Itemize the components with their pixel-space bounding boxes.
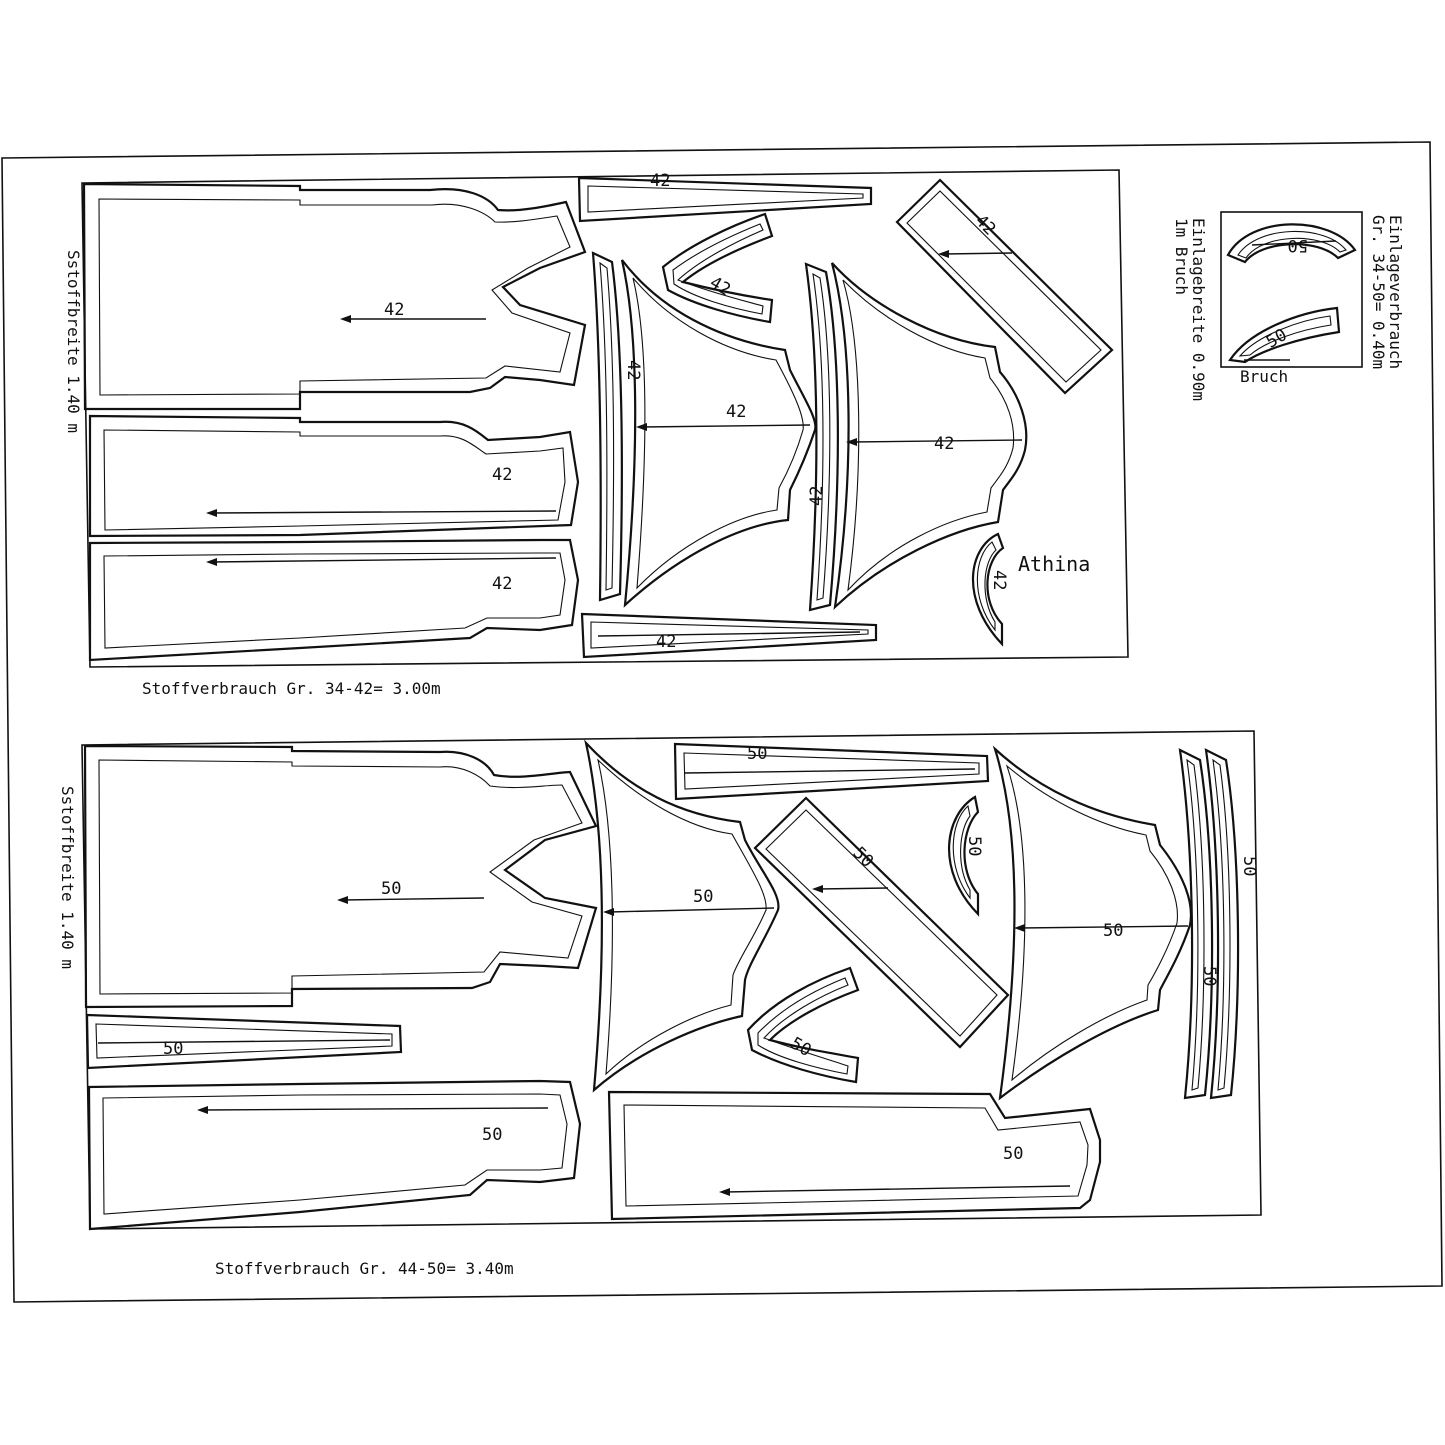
pattern-piece-front-42 — [84, 184, 585, 409]
pattern-piece-front-b-50 — [609, 1092, 1100, 1219]
sheet-frame — [2, 142, 1442, 1302]
piece-size-label: 42 — [492, 465, 513, 485]
piece-size-label: 42 — [656, 632, 677, 652]
piece-size-label: 50 — [1003, 1144, 1024, 1164]
piece-size-label: 42 — [650, 171, 671, 191]
pattern-piece-back-b-42 — [832, 263, 1026, 607]
pattern-piece-crescent-42 — [973, 534, 1009, 644]
fabric-width-label-top: Sstoffbreite 1.40 m — [64, 250, 83, 434]
pattern-piece-collar-50 — [748, 968, 858, 1082]
piece-size-label: 42 — [623, 360, 643, 381]
interfacing-fold-note: 1m Bruch — [1172, 218, 1191, 296]
interfacing-piece-top — [1228, 224, 1355, 262]
fabric-consumption-bottom: Stoffverbrauch Gr. 44-50= 3.40m — [215, 1259, 514, 1278]
pattern-piece-side-a-42 — [90, 416, 578, 536]
piece-size-label: 50 — [1199, 966, 1219, 987]
pattern-piece-side-b-42 — [90, 540, 578, 660]
piece-size-label: 50 — [747, 744, 768, 764]
fold-label: Bruch — [1240, 367, 1289, 386]
piece-size-label: 50 — [1103, 921, 1124, 941]
pattern-piece-band-a-50 — [1180, 750, 1219, 1098]
interfacing-piece-bottom — [1230, 308, 1339, 362]
interfacing-layout — [1172, 212, 1405, 401]
piece-size-label: 50 — [848, 843, 878, 872]
pattern-piece-front-50 — [85, 746, 596, 1007]
piece-size-label: 42 — [492, 574, 513, 594]
interfacing-title: Einlageverbrauch — [1386, 215, 1405, 370]
piece-size-label: 42 — [807, 485, 827, 506]
pattern-piece-back-a-42 — [622, 260, 815, 605]
interfacing-consumption: Gr. 34-50= 0.40m — [1369, 215, 1388, 370]
piece-size-label: 42 — [384, 300, 405, 320]
layout-top — [64, 170, 1128, 698]
pattern-piece-back-b-50 — [995, 749, 1191, 1098]
pattern-piece-strip-bottom-42 — [582, 614, 876, 657]
pattern-piece-diagonal-42 — [897, 180, 1112, 393]
pattern-piece-strip-left-50 — [87, 1015, 401, 1068]
piece-size-label: 50 — [381, 879, 402, 899]
pattern-name-label: Athina — [1018, 552, 1091, 576]
interfacing-size-label: 50 — [1287, 235, 1308, 255]
fabric-consumption-top: Stoffverbrauch Gr. 34-42= 3.00m — [142, 679, 441, 698]
pattern-piece-band-b-50 — [1206, 750, 1259, 1098]
interfacing-width: Einlagebreite 0.90m — [1189, 218, 1208, 402]
layout-bottom — [58, 731, 1261, 1278]
piece-size-label: 42 — [970, 210, 1000, 240]
piece-size-label: 42 — [726, 402, 747, 422]
piece-size-label: 50 — [964, 836, 984, 857]
interfacing-size-label: 50 — [1262, 324, 1291, 353]
piece-size-label: 42 — [934, 434, 955, 454]
pattern-piece-strip-top-42 — [579, 171, 871, 221]
piece-size-label: 50 — [482, 1125, 503, 1145]
pattern-piece-band-b-42 — [806, 264, 838, 610]
pattern-piece-strip-top-50 — [675, 744, 988, 799]
pattern-piece-collar-42 — [663, 214, 772, 322]
piece-size-label: 42 — [706, 272, 734, 301]
piece-size-label: 50 — [786, 1033, 815, 1062]
piece-size-label: 50 — [693, 887, 714, 907]
piece-size-label: 50 — [1239, 856, 1259, 877]
piece-size-label: 42 — [989, 570, 1009, 591]
fabric-width-label-bottom: Sstoffbreite 1.40 m — [58, 786, 77, 970]
pattern-piece-side-50 — [89, 1081, 580, 1229]
piece-size-label: 50 — [163, 1039, 184, 1059]
pattern-piece-crescent-50 — [949, 797, 984, 914]
